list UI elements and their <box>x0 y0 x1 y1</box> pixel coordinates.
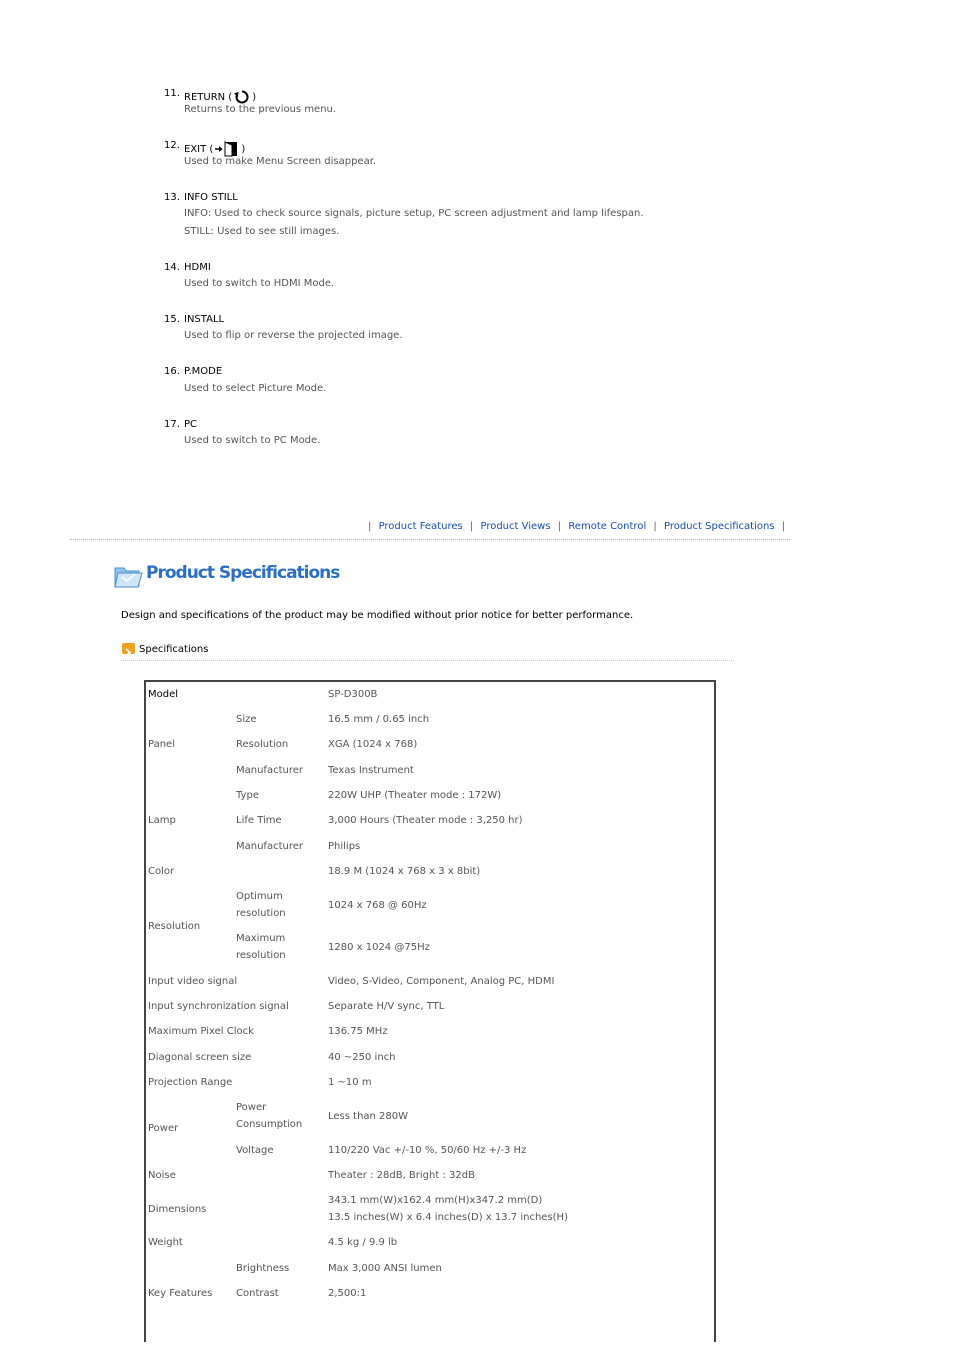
spec-row-value: XGA (1024 x 768) <box>328 739 418 750</box>
spec-group-label: Maximum Pixel Clock <box>148 1026 254 1037</box>
item-description: Used to select Picture Mode. <box>184 383 327 394</box>
spec-row-value: 343.1 mm(W)x162.4 mm(H)x347.2 mm(D) <box>328 1195 543 1206</box>
item-title: HDMI <box>184 262 211 273</box>
spec-row-value: 13.5 inches(W) x 6.4 inches(D) x 13.7 inches(H) <box>328 1212 568 1223</box>
nav-link-product-specifications[interactable]: Product Specifications <box>663 521 775 532</box>
spec-row-label: Voltage <box>236 1145 274 1156</box>
spec-row-label: Contrast <box>236 1288 279 1299</box>
spec-row-value: 1280 x 1024 @75Hz <box>328 942 430 953</box>
spec-row-value: Separate H/V sync, TTL <box>328 1001 445 1012</box>
spec-group-label: Lamp <box>148 815 176 826</box>
spec-row-label: Manufacturer <box>236 765 303 776</box>
nav-separator: | <box>469 521 474 532</box>
spec-row-value: 136.75 MHz <box>328 1026 388 1037</box>
item-description: Returns to the previous menu. <box>184 104 337 115</box>
spec-row-value: Theater : 28dB, Bright : 32dB <box>328 1170 475 1181</box>
spec-row-value: 3,000 Hours (Theater mode : 3,250 hr) <box>328 815 523 826</box>
item-title: EXIT ( ) <box>184 141 245 157</box>
section-label: Specifications <box>139 644 209 655</box>
folder-icon <box>113 563 143 589</box>
spec-row-value: 1024 x 768 @ 60Hz <box>328 900 427 911</box>
spec-group-label: Input synchronization signal <box>148 1001 289 1012</box>
item-title: RETURN ( ) <box>184 89 256 105</box>
nav-link-product-features[interactable]: Product Features <box>378 521 463 532</box>
spec-row-value: 2,500:1 <box>328 1288 367 1299</box>
spec-group-label: Power <box>148 1123 179 1134</box>
spec-group-label: Resolution <box>148 921 201 932</box>
item-number: 12. <box>164 140 180 151</box>
item-number: 15. <box>164 314 180 325</box>
nav-separator: | <box>557 521 562 532</box>
item-description: Used to flip or reverse the projected image. <box>184 330 403 341</box>
spec-row-value: 110/220 Vac +/-10 %, 50/60 Hz +/-3 Hz <box>328 1145 527 1156</box>
spec-model-label: Model <box>148 689 179 700</box>
spec-group-label: Diagonal screen size <box>148 1052 252 1063</box>
item-number: 13. <box>164 192 180 203</box>
item-description: Used to make Menu Screen disappear. <box>184 156 377 167</box>
spec-row-label: Optimum resolution <box>236 891 286 919</box>
spec-row-value: 4.5 kg / 9.9 lb <box>328 1237 398 1248</box>
spec-row-label: Size <box>236 714 257 725</box>
section-divider <box>121 660 734 661</box>
page-title: Product Specifications <box>146 563 340 583</box>
spec-group-label: Dimensions <box>148 1204 207 1215</box>
spec-row-value: 220W UHP (Theater mode : 172W) <box>328 790 502 801</box>
spec-row-label: Maximum resolution <box>236 933 286 961</box>
spec-row-value: 16.5 mm / 0.65 inch <box>328 714 430 725</box>
item-title: P.MODE <box>184 366 223 377</box>
spec-row-value: Philips <box>328 841 361 852</box>
chevron-right-icon <box>122 643 135 654</box>
nav-divider <box>70 539 790 540</box>
spec-row-label: Brightness <box>236 1263 290 1274</box>
spec-group-label: Projection Range <box>148 1077 233 1088</box>
spec-row-label: Resolution <box>236 739 289 750</box>
spec-row-label: Life Time <box>236 815 282 826</box>
spec-row-value: Max 3,000 ANSI lumen <box>328 1263 442 1274</box>
exit-icon <box>214 141 240 157</box>
item-description: INFO: Used to check source signals, picture setup, PC screen adjustment and lamp lifespan. <box>184 208 644 219</box>
nav-link-product-views[interactable]: Product Views <box>480 521 551 532</box>
item-description: STILL: Used to see still images. <box>184 226 340 237</box>
spec-row-value: Video, S-Video, Component, Analog PC, HDMI <box>328 976 555 987</box>
spec-row-value: 18.9 M (1024 x 768 x 3 x 8bit) <box>328 866 481 877</box>
spec-group-label: Input video signal <box>148 976 238 987</box>
spec-group-label: Noise <box>148 1170 176 1181</box>
nav-link-remote-control[interactable]: Remote Control <box>568 521 647 532</box>
item-description: Used to switch to PC Mode. <box>184 435 321 446</box>
spec-row-label: Manufacturer <box>236 841 303 852</box>
spec-group-label: Weight <box>148 1237 183 1248</box>
nav-separator: | <box>368 521 372 532</box>
spec-row-label: Type <box>236 790 259 801</box>
spec-row-value: Texas Instrument <box>328 765 414 776</box>
spec-row-value: 40 ~250 inch <box>328 1052 396 1063</box>
spec-row-label: Power Consumption <box>236 1102 303 1130</box>
item-number: 17. <box>164 419 180 430</box>
spec-group-label: Panel <box>148 739 175 750</box>
spec-row-value: Less than 280W <box>328 1111 409 1122</box>
item-title: INSTALL <box>184 314 225 325</box>
spec-row-value: 1 ~10 m <box>328 1077 372 1088</box>
return-icon <box>233 89 251 105</box>
spec-group-label: Color <box>148 866 175 877</box>
nav-separator: | <box>653 521 657 532</box>
item-description: Used to switch to HDMI Mode. <box>184 278 335 289</box>
item-title: PC <box>184 419 198 430</box>
nav-separator: | <box>781 521 786 532</box>
section-nav <box>364 521 789 532</box>
item-number: 14. <box>164 262 180 273</box>
item-title: INFO STILL <box>184 192 238 203</box>
item-number: 11. <box>164 88 180 99</box>
spec-model-value: SP-D300B <box>328 689 378 700</box>
disclaimer-text: Design and specifications of the product may be modified without prior notice for better performance. <box>121 610 634 621</box>
spec-group-label: Key Features <box>148 1288 213 1299</box>
item-number: 16. <box>164 366 180 377</box>
